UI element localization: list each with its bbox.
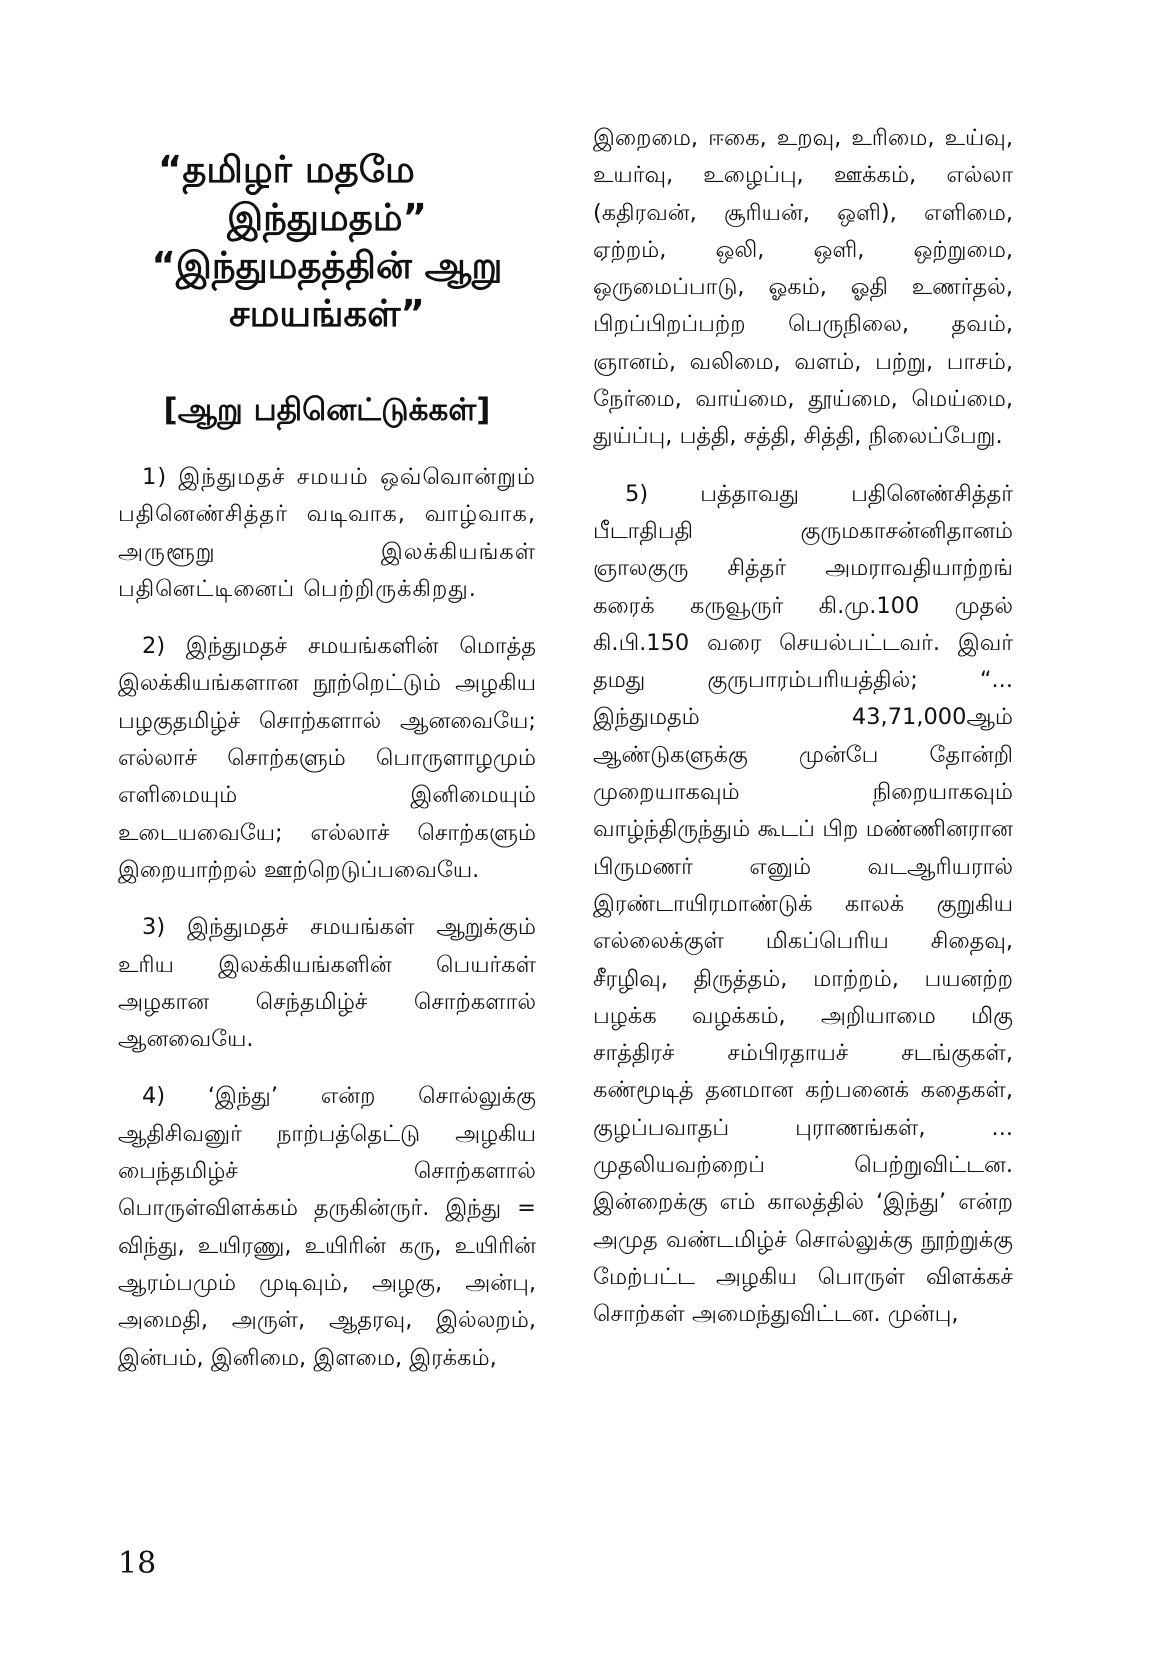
paragraph-2: 2) இந்துமதச் சமயங்களின் மொத்த இலக்கியங்களான நூற்றெட்டும் அழகிய பழகுதமிழ்ச் சொற்களால் ஆனவையே; எல்லாச் சொற்களும் பொருளாழமும் எளிமையும் இனிமையும் உடையவையே; எல்லாச் சொற்களும் இறையாற்றல் ஊற்றெடுப்பவையே. (118, 633, 536, 883)
left-paragraphs (118, 459, 536, 1397)
title-line-4: சமயங்கள்” (229, 292, 425, 336)
paragraph-1: 1) இந்துமதச் சமயம் ஒவ்வொன்றும் பதினெண்சித்தர் வடிவாக, வாழ்வாக, அருளூறு இலக்கியங்கள் பதினெட்டினைப் பெற்றிருக்கிறது. (118, 464, 536, 602)
title-line-1-text: “தமிழர் மதமே (158, 148, 415, 191)
page-number: 18 (118, 1546, 157, 1581)
paragraph-4: 4) ‘இந்து’ என்ற சொல்லுக்கு ஆதிசிவனுர் நாற்பத்தெட்டு அழகிய பைந்தமிழ்ச் சொற்களால் பொருள்விளக்கம் தருகின்ருர். இந்து = விந்து, உயிரணு, உயிரின் கரு, உயிரின் ஆரம்பமும் முடிவும், அழகு, அன்பு, அமைதி, அருள், ஆதரவு, இல்லறம், இன்பம், இனிமை, இளமை, இரக்கம், (118, 1083, 536, 1371)
paragraph-3: 3) இந்துமதச் சமயங்கள் ஆறுக்கும் உரிய இலக்கியங்களின் பெயர்கள் அழகான செந்தமிழ்ச் சொற்களால் ஆனவையே. (118, 914, 536, 1053)
chapter-subtitle: [ஆறு பதினெட்டுக்கள்] (163, 392, 491, 428)
title-line-3: “இந்துமதத்தின் ஆறு (151, 244, 503, 288)
title-line-1 (118, 146, 536, 194)
paragraph-5: 5) பத்தாவது பதினெண்சித்தர் பீடாதிபதி குருமகாசன்னிதானம் ஞாலகுரு சித்தர் அமராவதியாற்றங் கரைக் கருவூருர் கி.மு.100 முதல் கி.பி.150 வரை செயல்பட்டவர். இவர் தமது குருபாரம்பரியத்தில்; “... இந்துமதம் 43,71,000ஆம் ஆண்டுகளுக்கு முன்பே தோன்றி முறையாகவும் நிறையாகவும் வாழ்ந்திருந்தும் கூடப் பிற மண்ணினரான பிருமணர் எனும் வடஆரியரால் இரண்டாயிரமாண்டுக் காலக் குறுகிய எல்லைக்குள் மிகப்பெரிய சிதைவு, சீரழிவு, திருத்தம், மாற்றம், பயனற்ற பழக்க வழக்கம், அறியாமை மிகு சாத்திரச் சம்பிரதாயச் சடங்குகள், கண்மூடித் தனமான கற்பனைக் கதைகள், குழப்பவாதப் புராணங்கள், ... முதலியவற்றைப் பெற்றுவிட்டன. இன்றைக்கு எம் காலத்தில் ‘இந்து’ என்ற அமுத வண்டமிழ்ச் சொல்லுக்கு நூற்றுக்கு மேற்பட்ட அழகிய பொருள் விளக்கச் சொற்கள் அமைந்துவிட்டன. முன்பு, (593, 480, 1013, 1328)
right-paragraphs (593, 120, 1013, 1354)
title-line-2: இந்துமதம்” (227, 196, 427, 240)
paragraph-4-continued: இறைமை, ஈகை, உறவு, உரிமை, உய்வு, உயர்வு, உழைப்பு, ஊக்கம், எல்லா (கதிரவன், சூரியன், ஒளி), எளிமை, ஏற்றம், ஒலி, ஒளி, ஒற்றுமை, ஒருமைப்பாடு, ஓகம், ஓதி உணர்தல், பிறப்பிறப்பற்ற பெருநிலை, தவம், ஞானம், வலிமை, வளம், பற்று, பாசம், நேர்மை, வாய்மை, தூய்மை, மெய்மை, துய்ப்பு, பத்தி, சத்தி, சித்தி, நிலைப்பேறு. (593, 125, 1013, 450)
chapter-title (118, 146, 536, 338)
